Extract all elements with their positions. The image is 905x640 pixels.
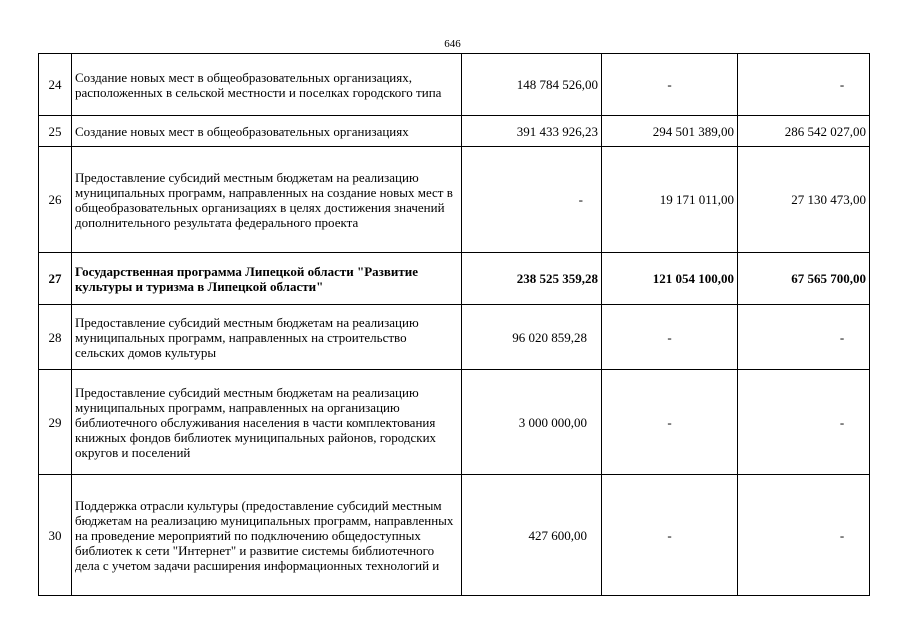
table-row <box>39 370 870 475</box>
row-description: Создание новых мест в общеобразовательных организациях <box>72 116 462 147</box>
row-value-2: 121 054 100,00 <box>602 253 738 305</box>
row-value-1: 3 000 000,00 <box>462 370 602 475</box>
row-value-2: - <box>602 370 738 475</box>
row-description: Поддержка отрасли культуры (предоставление субсидий местным бюджетам на реализацию муниципальных программ, направленных на проведение мероприятий по подключению общедоступных библиотек к сети "Интернет" и развитие системы библиотечного дела с учетом задачи расширения информационных технологий и <box>72 475 462 596</box>
row-value-1: 96 020 859,28 <box>462 305 602 370</box>
row-value-2: 19 171 011,00 <box>602 147 738 253</box>
table-row <box>39 475 870 596</box>
row-value-1: 427 600,00 <box>462 475 602 596</box>
row-value-3: - <box>738 475 870 596</box>
row-value-2: - <box>602 54 738 116</box>
row-value-3: 286 542 027,00 <box>738 116 870 147</box>
row-number: 28 <box>39 305 72 370</box>
row-value-2: - <box>602 475 738 596</box>
row-description: Предоставление субсидий местным бюджетам на реализацию муниципальных программ, направленных на строительство сельских домов культуры <box>72 305 462 370</box>
row-value-1: 238 525 359,28 <box>462 253 602 305</box>
row-value-1: 148 784 526,00 <box>462 54 602 116</box>
row-description: Предоставление субсидий местным бюджетам на реализацию муниципальных программ, направленных на организацию библиотечного обслуживания населения в части комплектования книжных фондов библиотек муниципальных районов, городских округов и поселений <box>72 370 462 475</box>
row-description: Предоставление субсидий местным бюджетам на реализацию муниципальных программ, направленных на создание новых мест в общеобразовательных организациях в целях достижения значений дополнительного результата федерального проекта <box>72 147 462 253</box>
row-number: 27 <box>39 253 72 305</box>
row-number: 24 <box>39 54 72 116</box>
row-number: 25 <box>39 116 72 147</box>
table-row <box>39 147 870 253</box>
row-number: 29 <box>39 370 72 475</box>
table-row <box>39 54 870 116</box>
row-value-2: - <box>602 305 738 370</box>
row-value-2: 294 501 389,00 <box>602 116 738 147</box>
row-value-3: 67 565 700,00 <box>738 253 870 305</box>
row-number: 30 <box>39 475 72 596</box>
row-value-3: - <box>738 370 870 475</box>
row-value-1: 391 433 926,23 <box>462 116 602 147</box>
row-description: Государственная программа Липецкой области "Развитие культуры и туризма в Липецкой области" <box>72 253 462 305</box>
table-row <box>39 253 870 305</box>
row-value-3: - <box>738 54 870 116</box>
page-number: 646 <box>444 38 461 50</box>
table-row <box>39 305 870 370</box>
row-number: 26 <box>39 147 72 253</box>
table-row <box>39 116 870 147</box>
row-value-1: - <box>462 147 602 253</box>
row-description: Создание новых мест в общеобразовательных организациях, расположенных в сельской местности и поселках городского типа <box>72 54 462 116</box>
row-value-3: - <box>738 305 870 370</box>
row-value-3: 27 130 473,00 <box>738 147 870 253</box>
budget-table <box>38 53 870 596</box>
